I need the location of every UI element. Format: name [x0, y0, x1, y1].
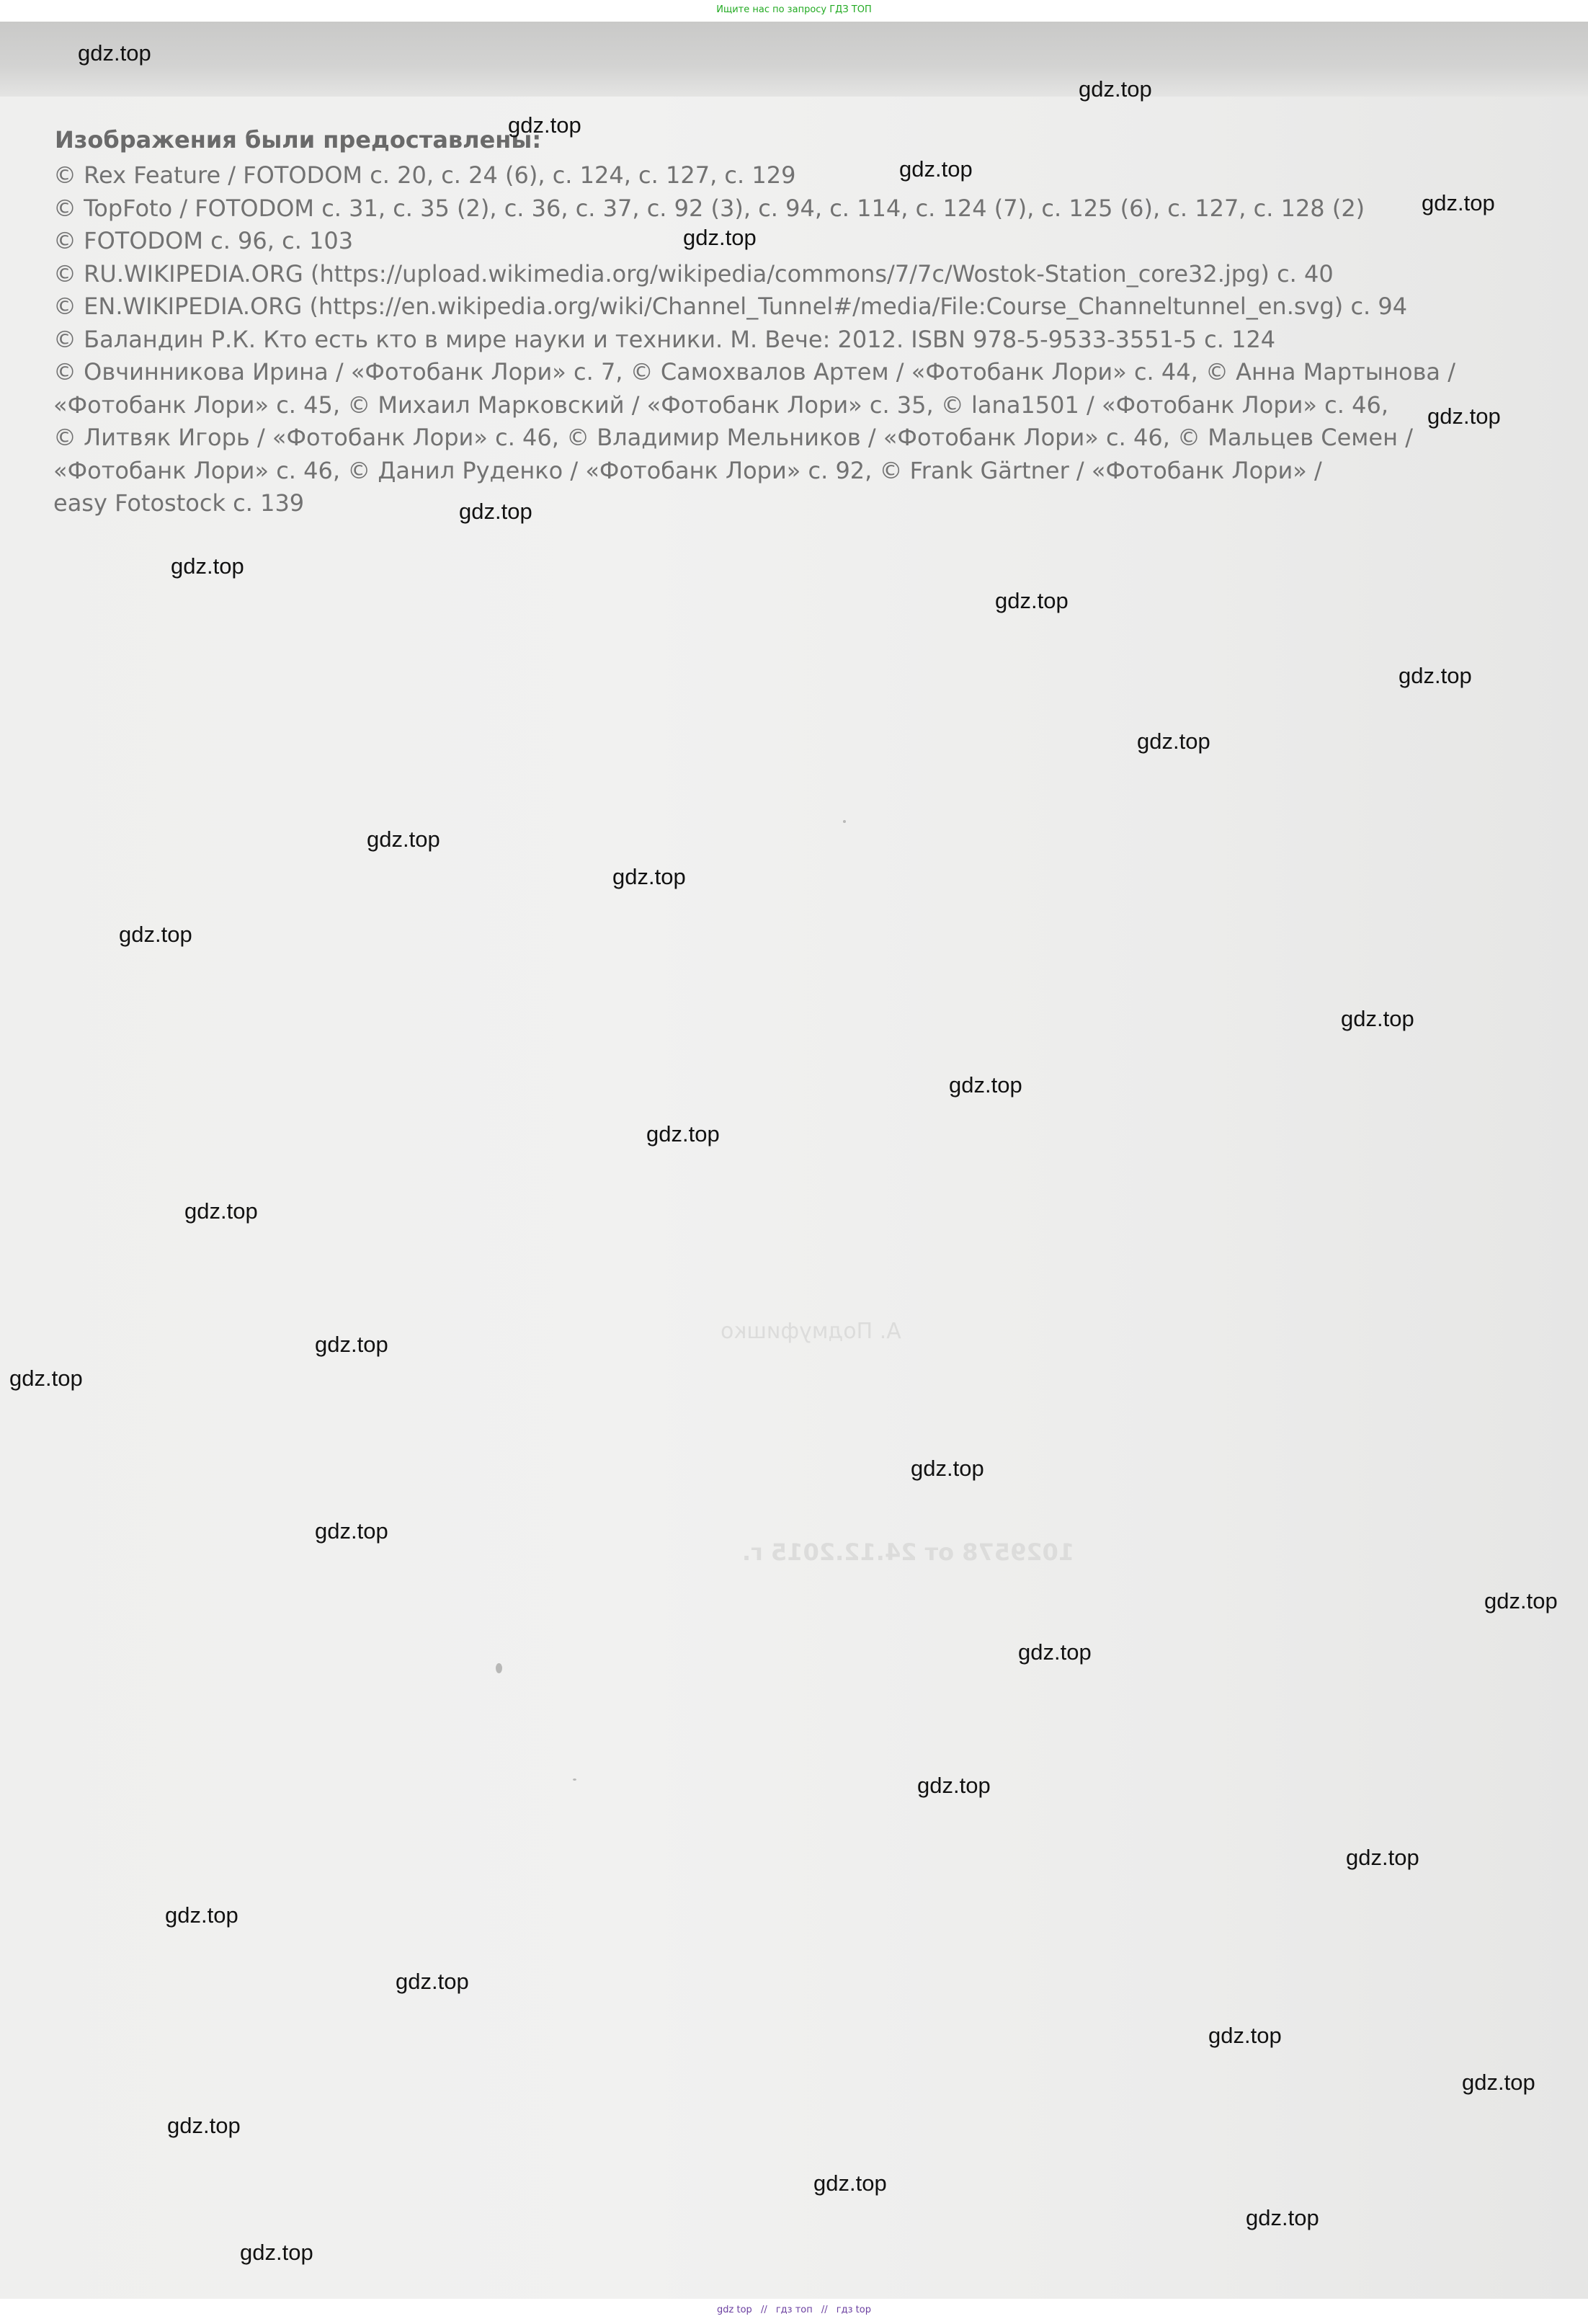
watermark: gdz.top — [1462, 2070, 1535, 2095]
watermark: gdz.top — [1137, 729, 1210, 754]
paper-speck — [843, 820, 846, 823]
watermark: gdz.top — [1399, 663, 1472, 688]
watermark: gdz.top — [1208, 2023, 1282, 2048]
watermark: gdz.top — [9, 1366, 83, 1391]
watermark: gdz.top — [1422, 190, 1495, 215]
watermark: gdz.top — [1427, 404, 1501, 429]
watermark: gdz.top — [396, 1969, 469, 1994]
credit-line: © Баландин Р.К. Кто есть кто в мире науки и техники. М. Вече: 2012. ISBN 978-5-9533-3551-5 с. 124 — [53, 325, 1276, 353]
watermark: gdz.top — [1079, 76, 1152, 102]
watermark: gdz.top — [1018, 1639, 1092, 1665]
watermark: gdz.top — [813, 2171, 887, 2196]
watermark: gdz.top — [167, 2113, 241, 2138]
watermark: gdz.top — [119, 922, 192, 947]
paper-speck — [573, 1778, 576, 1781]
watermark: gdz.top — [1341, 1006, 1414, 1031]
watermark: gdz.top — [1484, 1588, 1558, 1613]
scanned-page — [0, 22, 1588, 2299]
bottom-link-separator: // — [821, 2305, 828, 2315]
bottom-links-bar — [0, 2299, 1588, 2324]
watermark: gdz.top — [240, 2240, 313, 2265]
credit-line: © RU.WIKIPEDIA.ORG (https://upload.wikimedia.org/wikipedia/commons/7/7c/Wostok-Station_core32.jpg) с. 40 — [53, 259, 1334, 288]
watermark: gdz.top — [1346, 1845, 1419, 1870]
credit-line: © Rex Feature / FOTODOM с. 20, с. 24 (6), с. 124, с. 127, с. 129 — [53, 161, 796, 189]
top-banner-link[interactable]: Ищите нас по запросу ГДЗ ТОП — [716, 4, 872, 15]
watermark: gdz.top — [367, 827, 440, 852]
watermark: gdz.top — [171, 553, 244, 579]
watermark: gdz.top — [917, 1773, 991, 1798]
watermark: gdz.top — [1246, 2205, 1319, 2230]
watermark: gdz.top — [646, 1121, 720, 1147]
watermark: gdz.top — [899, 156, 973, 182]
watermark: gdz.top — [911, 1456, 984, 1481]
bottom-link-gdz-top-ru[interactable]: гдз топ — [775, 2305, 813, 2315]
show-through-signatory: А. Подмуфишко — [721, 1319, 901, 1344]
bottom-links — [714, 2305, 874, 2315]
watermark: gdz.top — [184, 1198, 258, 1224]
credit-line: «Фотобанк Лори» с. 46, © Данил Руденко / «Фотобанк Лори» с. 92, © Frank Gärtner / «Фотобанк Лори» / — [53, 456, 1322, 484]
watermark: gdz.top — [612, 864, 686, 889]
credits-heading: Изображения были предоставлены: — [55, 126, 542, 153]
watermark: gdz.top — [995, 588, 1069, 613]
scan-top-shadow — [0, 22, 1588, 97]
bottom-link-gdz-top-mixed[interactable]: гдз top — [836, 2305, 871, 2315]
credit-line: © Литвяк Игорь / «Фотобанк Лори» с. 46, © Владимир Мельников / «Фотобанк Лори» с. 46, © Мальцев Семен / — [53, 424, 1413, 451]
show-through-license: 1029578 от 24.12.2015 г. — [742, 1539, 1075, 1566]
watermark: gdz.top — [165, 1902, 238, 1928]
watermark: gdz.top — [949, 1072, 1022, 1098]
watermark: gdz.top — [78, 40, 151, 66]
credit-line: © Овчинникова Ирина / «Фотобанк Лори» с. 7, © Самохвалов Артем / «Фотобанк Лори» с. 44, © Анна Мартынова / — [53, 358, 1455, 386]
watermark: gdz.top — [315, 1332, 388, 1357]
credit-line: easy Fotostock с. 139 — [53, 489, 305, 517]
bottom-link-gdz-top[interactable]: gdz top — [717, 2305, 752, 2315]
top-banner — [0, 0, 1588, 22]
watermark: gdz.top — [459, 499, 532, 524]
credit-line: © FOTODOM с. 96, с. 103 — [53, 227, 354, 254]
watermark: gdz.top — [315, 1518, 388, 1544]
paper-speck — [496, 1663, 502, 1673]
image-credits — [53, 126, 1530, 520]
credit-line: «Фотобанк Лори» с. 45, © Михаил Марковский / «Фотобанк Лори» с. 35, © lana1501 / «Фотобанк Лори» с. 46, — [53, 391, 1388, 419]
watermark: gdz.top — [508, 112, 581, 138]
credit-line: © EN.WIKIPEDIA.ORG (https://en.wikipedia.org/wiki/Channel_Tunnel#/media/File:Course_Channeltunnel_en.svg) с. 94 — [53, 293, 1408, 320]
watermark: gdz.top — [683, 225, 757, 250]
credit-line: © TopFoto / FOTODOM с. 31, с. 35 (2), с. 36, с. 37, с. 92 (3), с. 94, с. 114, с. 124 (7), с. 125 (6), с. 127, с. 128 (2) — [53, 194, 1365, 222]
bottom-link-separator: // — [760, 2305, 767, 2315]
